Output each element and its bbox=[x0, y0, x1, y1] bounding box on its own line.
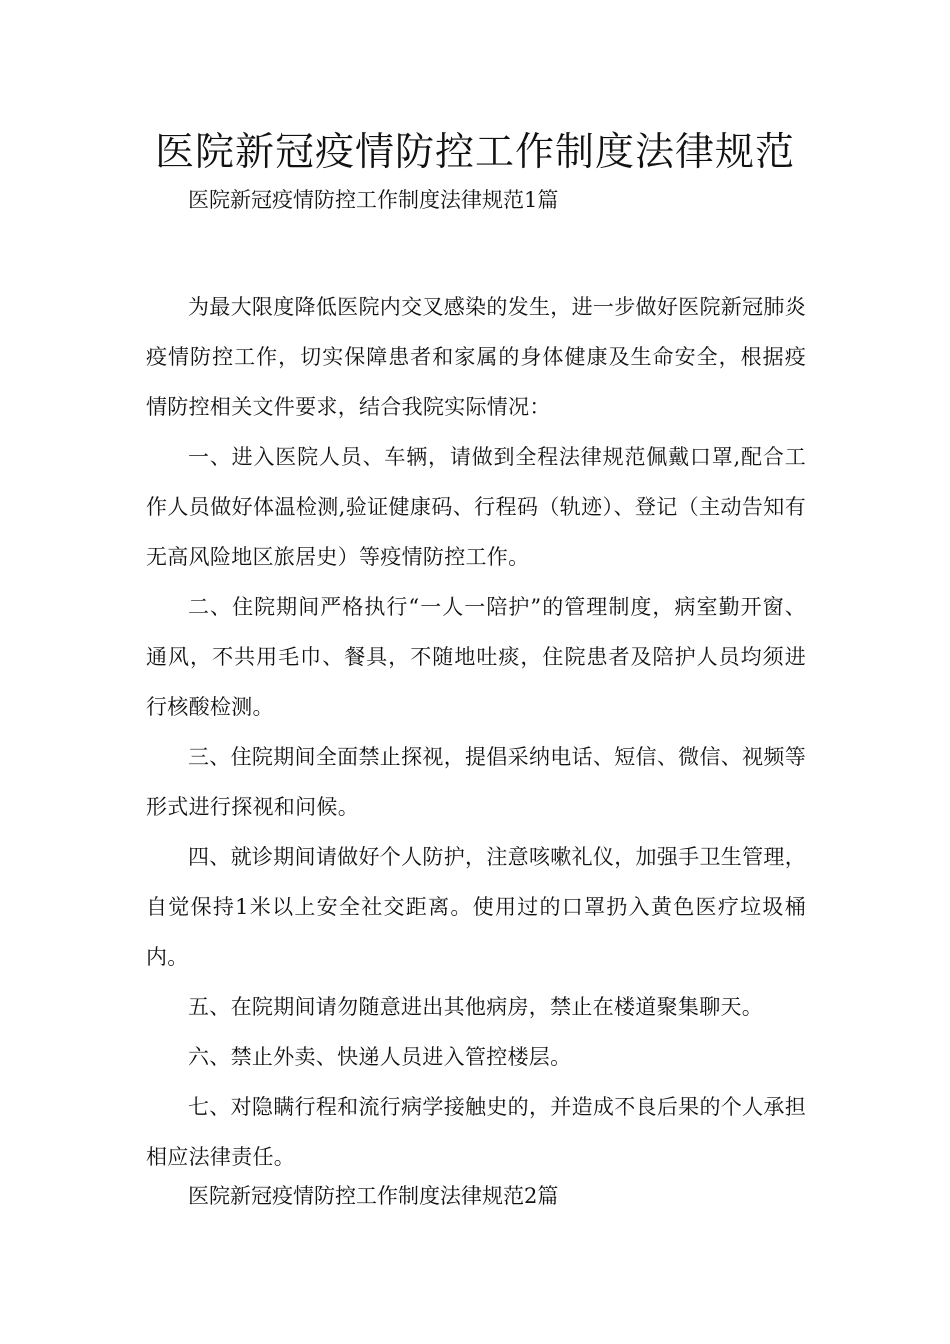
paragraph-item-5: 五、在院期间请勿随意进出其他病房，禁止在楼道聚集聊天。 bbox=[188, 995, 764, 1019]
section-2-heading: 医院新冠疫情防控工作制度法律规范2篇 bbox=[188, 1184, 559, 1208]
paragraph-item-7: 七、对隐瞒行程和流行病学接触史的，并造成不良后果的个人承担相应法律责任。 bbox=[146, 1095, 806, 1169]
paragraph-intro: 为最大限度降低医院内交叉感染的发生，进一步做好医院新冠肺炎疫情防控工作，切实保障患者和家属的身体健康及生命安全，根据疫情防控相关文件要求，结合我院实际情况： bbox=[146, 295, 806, 419]
document-title: 医院新冠疫情防控工作制度法律规范 bbox=[154, 130, 795, 175]
paragraph-item-2: 二、住院期间严格执行“一人一陪护”的管理制度，病室勤开窗、通风，不共用毛巾、餐具，不随地吐痰，住院患者及陪护人员均须进行核酸检测。 bbox=[146, 595, 806, 719]
paragraph-item-3: 三、住院期间全面禁止探视，提倡采纳电话、短信、微信、视频等形式进行探视和问候。 bbox=[146, 745, 806, 819]
paragraph-item-6: 六、禁止外卖、快递人员进入管控楼层。 bbox=[188, 1045, 572, 1069]
document-body bbox=[146, 282, 806, 1182]
paragraph-item-1: 一、进入医院人员、车辆，请做到全程法律规范佩戴口罩,配合工作人员做好体温检测,验证健康码、行程码（轨迹）、登记（主动告知有无高风险地区旅居史）等疫情防控工作。 bbox=[146, 445, 806, 569]
paragraph-item-4: 四、就诊期间请做好个人防护，注意咳嗽礼仪，加强手卫生管理，自觉保持1米以上安全社交距离。使用过的口罩扔入黄色医疗垃圾桶内。 bbox=[146, 845, 806, 969]
document-subtitle: 医院新冠疫情防控工作制度法律规范1篇 bbox=[188, 188, 559, 212]
